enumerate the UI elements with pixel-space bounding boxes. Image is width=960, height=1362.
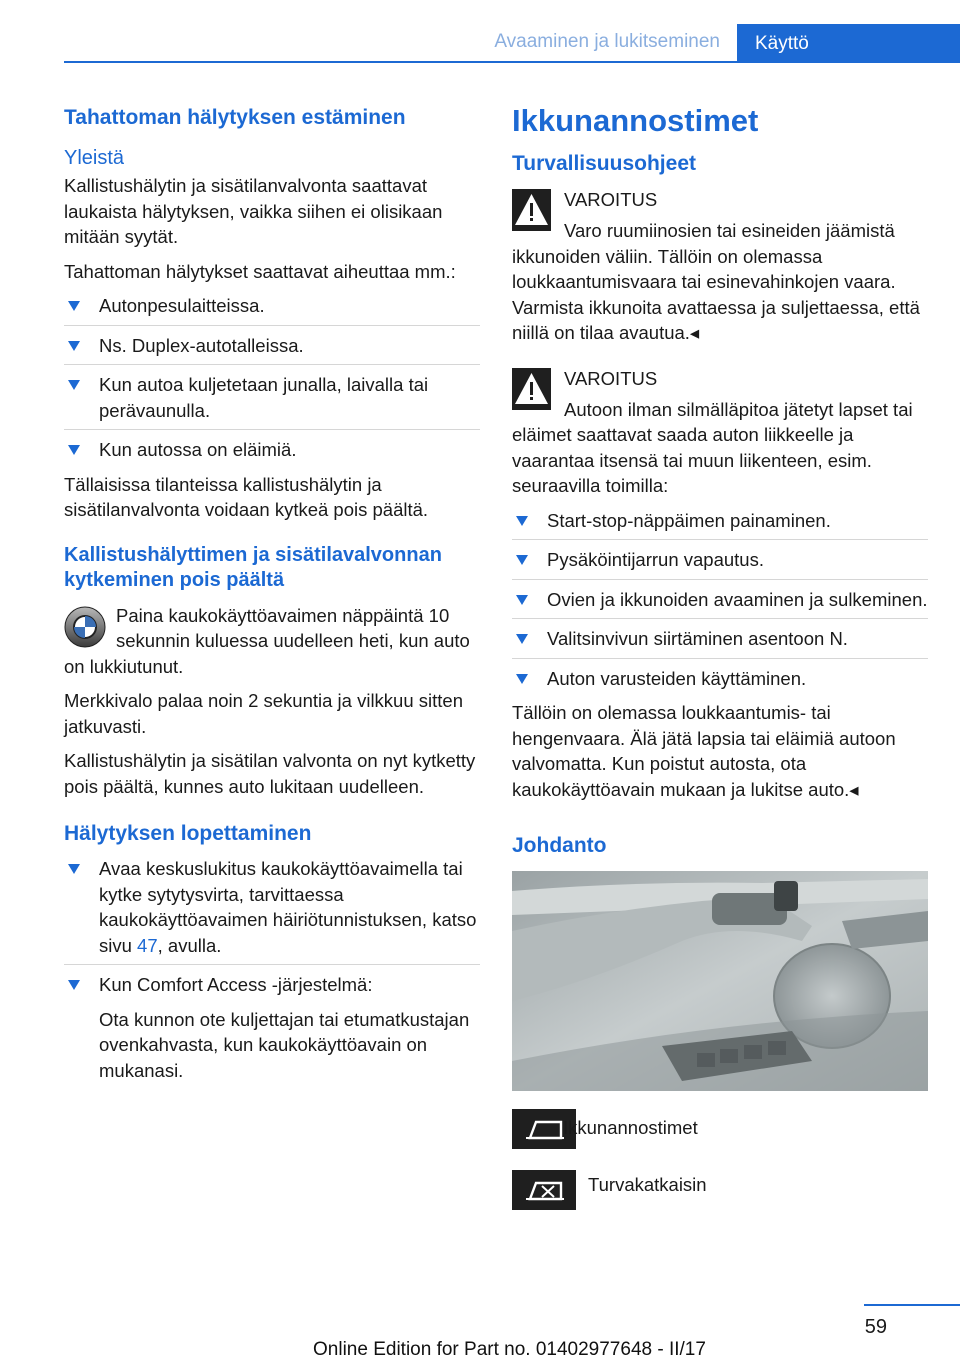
header-section-title: Avaaminen ja lukitseminen <box>494 31 720 52</box>
warning-block-1 <box>512 187 928 346</box>
list-item: Valitsinvivun siirtäminen asentoon N. <box>512 626 928 659</box>
page-number: 59 <box>864 1316 887 1338</box>
warning-text: Varo ruumiinosien tai esineiden jäämistä ikkunoiden väliin. Tällöin on olemassa loukkaantumisvaara tai esinevahinkojen vaara. Varmista ikkunoita avattaessa ja suljettaessa, että niillä on tilaa avautua.◂ <box>512 220 920 343</box>
paragraph-general: Kallistushälytin ja sisätilanvalvonta saattavat laukaista hälytyksen, vaikka siihen ei olisikaan mitään syytät. <box>64 175 443 247</box>
legend-label: Turvakatkaisin <box>588 1174 707 1195</box>
warning-icon <box>512 368 551 410</box>
section-title-windows: Ikkunannostimet <box>512 103 759 138</box>
bullet-triangle-icon <box>68 301 80 311</box>
paragraph-disable-info: Tällaisissa tilanteissa kallistushälytin ja sisätilanvalvonta voidaan kytkeä pois päältä. <box>64 473 429 520</box>
subheading-stop-alarm: Hälytyksen lopettaminen <box>64 822 312 845</box>
subheading-intro: Johdanto <box>512 834 607 857</box>
list-item: Start-stop-näppäimen painaminen. <box>512 508 928 541</box>
subheading-safety: Turvallisuusohjeet <box>512 152 696 175</box>
subheading-general: Yleistä <box>64 147 125 169</box>
header-chapter-tab[interactable]: Käyttö <box>737 24 960 63</box>
list-item: Avaa keskuslukitus kaukokäyttöavaimella tai kytke sytytysvirta, tarvittaessa kaukokäyttöavaimen häiriötunnistuksen, katso sivu 47, avulla. <box>64 856 480 965</box>
warning-label: VAROITUS <box>564 189 658 210</box>
right-column <box>512 100 928 1231</box>
footer-edition: Online Edition for Part no. 01402977648 - II/17 <box>313 1339 706 1360</box>
bullet-triangle-icon <box>516 555 528 565</box>
bullet-triangle-icon <box>516 516 528 526</box>
bullet-triangle-icon <box>516 674 528 684</box>
list-item: Ovien ja ikkunoiden avaaminen ja sulkeminen. <box>512 587 928 620</box>
remote-key-button-icon <box>64 606 106 648</box>
list-item: Autonpesulaitteissa. <box>64 293 480 326</box>
warning-text: Autoon ilman silmälläpitoa jätetyt lapset tai eläimet saattavat saada auton liikkeelle ja vaarantaa itsensä tai muun liikenteen, esim. seuraavilla toimilla: <box>512 398 913 496</box>
legend-item-safety-switch <box>512 1170 928 1220</box>
door-panel-photo <box>512 871 928 1091</box>
legend-label: Ikkunannostimet <box>563 1117 698 1138</box>
legend-item-windows <box>512 1109 928 1159</box>
list-item: Ns. Duplex-autotalleissa. <box>64 333 480 366</box>
left-column <box>64 100 480 1097</box>
bullet-triangle-icon <box>68 864 80 874</box>
safety-switch-icon <box>512 1170 576 1210</box>
list-item: Kun Comfort Access -järjestelmä: Ota kunnon ote kuljettajan tai etumatkustajan ovenkahvasta, kun kaukokäyttöavain on mukanasi. <box>64 972 480 1090</box>
warning-block-2 <box>512 366 928 499</box>
bullet-triangle-icon <box>516 595 528 605</box>
bmw-key-instruction <box>64 603 480 689</box>
list-item: Kun autossa on eläimiä. <box>64 437 480 470</box>
list-item: Auton varusteiden käyttäminen. <box>512 666 928 699</box>
page-link-47[interactable]: 47 <box>137 934 158 956</box>
stop-alarm-list <box>64 856 480 1090</box>
paragraph-indicator: Merkkivalo palaa noin 2 sekuntia ja vilkkuu sitten jatkuvasti. <box>64 690 463 737</box>
paragraph-disabled-until: Kallistushälytin ja sisätilan valvonta on nyt kytketty pois päältä, kunnes auto lukitaan uudelleen. <box>64 750 476 797</box>
section-title-false-alarm: Tahattoman hälytyksen estäminen <box>64 106 406 129</box>
comfort-access-detail: Ota kunnon ote kuljettajan tai etumatkustajan ovenkahvasta, kun kaukokäyttöavain on mukanasi. <box>99 1008 470 1081</box>
list-item: Kun autoa kuljetetaan junalla, laivalla tai perävaunulla. <box>64 372 480 430</box>
bullet-triangle-icon <box>68 445 80 455</box>
bullet-triangle-icon <box>68 380 80 390</box>
causes-list <box>64 293 480 470</box>
paragraph-causes-intro: Tahattoman hälytykset saattavat aiheuttaa mm.: <box>64 260 456 282</box>
header-rule <box>64 61 960 63</box>
bullet-triangle-icon <box>68 341 80 351</box>
warning-label: VAROITUS <box>564 367 658 389</box>
bullet-triangle-icon <box>68 980 80 990</box>
paragraph-press-button: Paina kaukokäyttöavaimen näppäintä 10 sekunnin kuluessa uudelleen heti, kun auto on lukkiutunut. <box>64 604 470 677</box>
list-item: Pysäköintijarrun vapautus. <box>512 547 928 580</box>
bullet-triangle-icon <box>516 634 528 644</box>
paragraph-danger: Tällöin on olemassa loukkaantumis- tai hengenvaara. Älä jätä lapsia tai eläimiä autoon valvomatta. Kun poistut autosta, ota kaukokäyttöavain mukaan ja lukitse auto.◂ <box>512 702 896 800</box>
warning-icon <box>512 189 551 231</box>
risky-actions-list <box>512 508 928 699</box>
subheading-switch-off: Kallistushälyttimen ja sisätilavalvonnan kytkeminen pois päältä <box>64 543 442 591</box>
footer-rule <box>864 1304 960 1306</box>
